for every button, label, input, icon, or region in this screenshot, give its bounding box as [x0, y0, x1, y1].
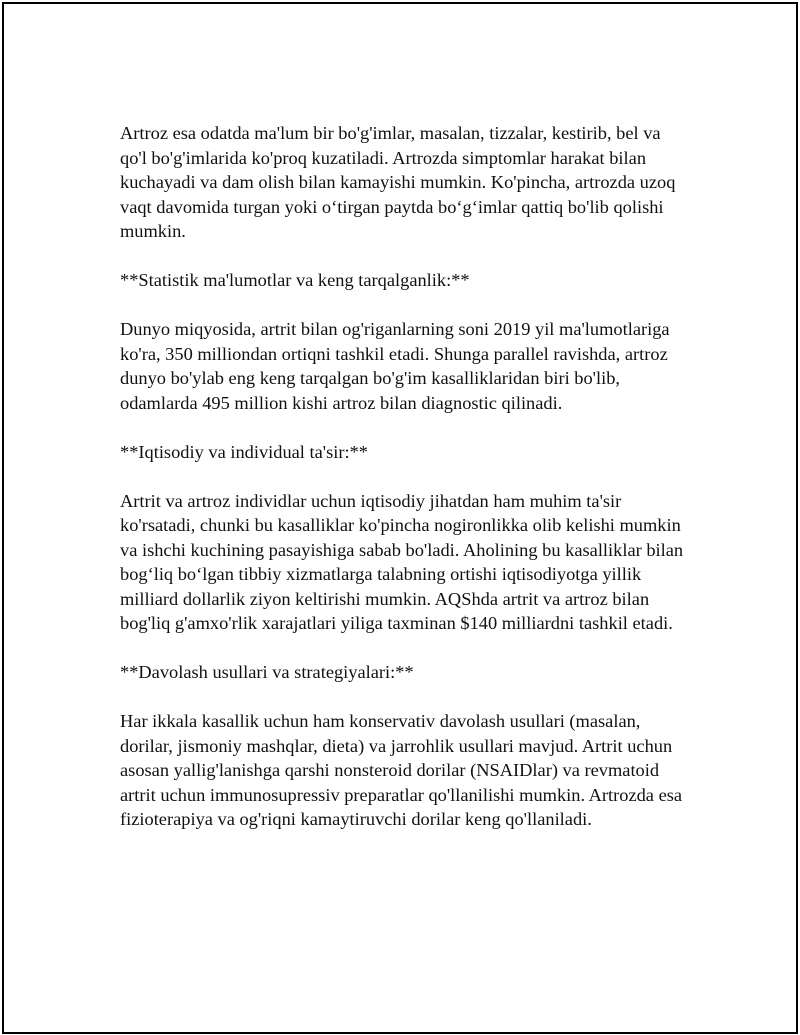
paragraph-statistics: Dunyo miqyosida, artrit bilan og'riganlarning soni 2019 yil ma'lumotlariga ko'ra, 350 milliondan ortiqni tashkil etadi. Shunga parallel ravishda, artroz dunyo bo'ylab eng keng tarqalgan bo'g'im kasalliklaridan biri bo'lib, odamlarda 495 million kishi artroz bilan diagnostic qilinadi. — [120, 319, 670, 413]
paragraph-osteoarthritis-symptoms: Artroz esa odatda ma'lum bir bo'g'imlar, masalan, tizzalar, kestirib, bel va qo'l bo'g'imlarida ko'proq kuzatiladi. Artrozda simptomlar harakat bilan kuchayadi va dam olish bilan kamayishi mumkin. Ko'pincha, artrozda uzoq vaqt davomida turgan yoki o‘tirgan paytda bo‘g‘imlar qattiq bo'lib qolishi mumkin. — [120, 123, 676, 241]
heading-statistics: **Statistik ma'lumotlar va keng tarqalganlik:** — [120, 270, 470, 290]
paragraph-economic-impact: Artrit va artroz individlar uchun iqtisodiy jihatdan ham muhim ta'sir ko'rsatadi, chunki bu kasalliklar ko'pincha nogironlikka olib kelishi mumkin va ishchi kuchining pasayishiga sabab bo'ladi. Aholining bu kasalliklar bilan bog‘liq bo‘lgan tibbiy xizmatlarga talabning ortishi iqtisodiyotga yillik milliard dollarlik ziyon keltirishi mumkin. AQShda artrit va artroz bilan bog'liq g'amxo'rlik xarajatlari yiliga taxminan $140 milliardni tashkil etadi. — [120, 490, 684, 633]
document-body — [120, 121, 700, 856]
paragraph-treatment: Har ikkala kasallik uchun ham konservativ davolash usullari (masalan, dorilar, jismoniy mashqlar, dieta) va jarrohlik usullari mavjud. Artrit uchun asosan yallig'lanishga qarshi nonsteroid dorilar (NSAIDlar) va revmatoid artrit uchun immunosupressiv preparatlar qo'llanilishi mumkin. Artrozda esa fizioterapiya va og'riqni kamaytiruvchi dorilar keng qo'llaniladi. — [120, 711, 683, 829]
page-frame — [2, 2, 798, 1034]
heading-treatment: **Davolash usullari va strategiyalari:** — [120, 662, 414, 682]
heading-economic-impact: **Iqtisodiy va individual ta'sir:** — [120, 441, 368, 462]
